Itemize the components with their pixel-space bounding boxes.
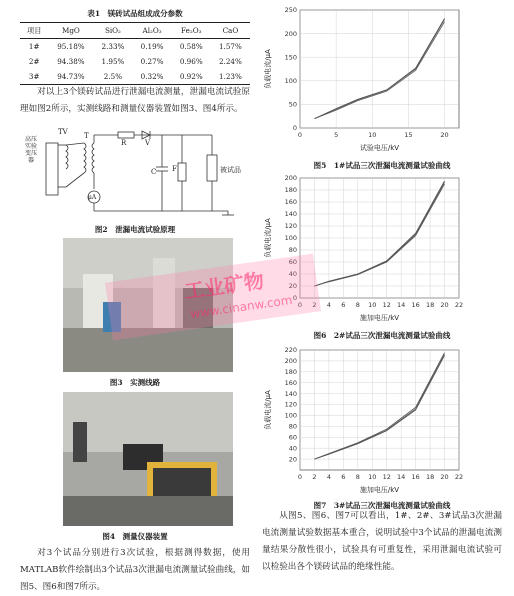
watermark-url: www.cinanw.com [189,292,294,322]
paragraph-1: 对以上3个镁砖试品进行泄漏电流测量，泄漏电流试验原理如图2所示，实测线路和测量仪器装置如图3、图4所示。 [20,87,250,114]
y-tick-label: 80 [288,422,297,431]
y-tick-label: 140 [284,389,297,398]
y-tick-label: 100 [284,411,297,420]
v-label: V [145,139,151,147]
x-tick-label: 4 [326,301,331,309]
x-tick-label: 0 [297,301,303,309]
fig6-caption: 图6 2#试品三次泄漏电流测量试验曲线 [313,331,451,340]
y-tick-label: 140 [284,210,297,219]
table-cell: 0.19% [140,42,164,51]
table-cell: 0.92% [179,72,203,81]
x-axis-label: 施加电压/kV [359,486,400,494]
y-tick-label: 20 [288,282,297,291]
y-tick-label: 250 [284,6,297,15]
table-row [20,54,250,69]
table-header-cell: 项目 [27,25,42,35]
x-tick-label: 14 [397,473,406,481]
x-axis-label: 试验电压/kV [359,144,400,152]
table-cell: 94.73% [57,72,85,81]
y-tick-label: 200 [284,29,297,38]
filter-f [178,163,186,181]
table-cell: 1# [28,42,40,51]
x-tick-label: 10 [368,301,377,309]
x-tick-label: 0 [297,131,303,139]
r-label: R [121,139,127,147]
test-sample [207,155,217,181]
table-cell: 0.58% [179,42,203,51]
sample-label: 被试品 [220,166,241,174]
y-tick-label: 180 [284,186,297,195]
y-axis-label: 负载电流/μA [264,390,272,430]
table-cell: 2.33% [101,42,125,51]
x-tick-label: 16 [411,473,420,481]
table-cell: 2.24% [218,57,242,66]
x-tick-label: 18 [425,301,435,309]
x-tick-label: 22 [454,301,464,309]
y-tick-label: 220 [284,346,297,355]
fig5-caption: 图5 1#试品三次泄漏电流测量试验曲线 [313,161,451,170]
table-cell: 0.96% [179,57,203,66]
fig5-svg [260,4,465,154]
x-tick-label: 0 [297,473,303,481]
fig7-caption: 图7 3#试品三次泄漏电流测量试验曲线 [313,501,451,510]
instrument-photo [63,392,233,526]
x-tick-label: 6 [341,473,346,481]
y-tick-label: 160 [284,198,297,207]
plot-area [300,10,459,128]
table-cell: 1.23% [218,72,242,81]
transformer-primary [84,143,86,173]
y-tick-label: 150 [284,53,297,62]
fig3-caption: 图3 实测线路 [109,378,161,387]
table-header-cell: Fe₂O₃ [180,26,202,35]
y-tick-label: 60 [288,258,297,267]
x-tick-label: 15 [404,131,413,139]
x-tick-label: 2 [312,473,317,481]
table-cell: 94.38% [57,57,85,66]
x-tick-label: 10 [368,131,377,139]
transformer-secondary [92,143,94,173]
x-tick-label: 14 [397,301,406,309]
table-cell: 1.95% [101,57,125,66]
c-label: C [151,168,157,176]
x-tick-label: 20 [440,301,449,309]
y-tick-label: 160 [284,378,297,387]
source-label: 高压实验变压器 [25,136,38,164]
x-tick-label: 5 [334,131,339,139]
y-tick-label: 180 [284,368,297,377]
x-tick-label: 18 [425,473,435,481]
table-cell: 95.18% [57,42,85,51]
y-axis-label: 负载电流/μA [264,218,272,258]
ua-label: μA [88,194,97,201]
table-row [20,39,250,55]
fig7-chart [260,344,465,500]
y-tick-label: 100 [284,234,297,243]
x-tick-label: 16 [411,301,420,309]
table-header-cell: CaO [222,26,239,35]
f-label: F [172,165,177,173]
x-tick-label: 4 [326,473,331,481]
x-tick-label: 10 [368,473,377,481]
y-tick-label: 60 [288,433,297,442]
x-tick-label: 6 [341,301,346,309]
fig4-caption: 图4 测量仪器装置 [102,532,168,541]
x-tick-label: 8 [355,473,360,481]
table-header-cell: Al₂O₃ [142,26,162,35]
table-header-cell: MgO [61,26,80,35]
y-tick-label: 40 [288,444,297,453]
table-cell: 0.32% [140,72,164,81]
y-tick-label: 80 [288,246,297,255]
tv-coil [66,145,68,169]
t-label: T [84,132,89,140]
table-cell: 2# [28,57,40,66]
fig5-chart [260,4,465,158]
table-cell: 3# [28,72,40,81]
table-header-cell: SiO₂ [104,26,121,35]
x-axis-label: 施加电压/kV [359,314,400,322]
leakage-circuit-diagram [22,127,247,219]
y-tick-label: 120 [284,400,297,409]
y-tick-label: 20 [288,455,297,464]
plot-area [300,350,459,470]
y-tick-label: 40 [288,270,297,279]
x-tick-label: 22 [454,473,464,481]
paragraph-2: 对3个试品分别进行3次试验，根据测得数据，使用MATLAB软件绘制出3个试品3次泄漏电流测量试验曲线，如图5、图6和图7所示。 [20,548,250,592]
y-tick-label: 0 [292,294,297,303]
tv-label: TV [58,128,68,136]
table1-caption: 表1 镁砖试品组成成分参数 [87,9,183,18]
y-tick-label: 50 [288,100,297,109]
table-cell: 1.57% [218,42,242,51]
composition-table [20,22,250,85]
y-tick-label: 100 [284,77,297,85]
x-tick-label: 12 [382,473,391,481]
y-tick-label: 120 [284,222,297,231]
table-cell: 2.5% [103,72,123,81]
x-tick-label: 20 [440,131,449,139]
watermark-cn: 工业矿物 [182,268,266,304]
y-tick-label: 200 [284,357,297,366]
fig7-svg [260,344,465,496]
y-tick-label: 200 [284,174,297,183]
table-cell: 0.27% [140,57,164,66]
resistor-r [118,132,134,138]
table-header-row [20,23,250,39]
source-frame [46,143,58,195]
fig2-caption: 图2 泄漏电流试验原理 [94,225,176,234]
paragraph-3: 从图5、图6、图7可以看出，1#、2#、3#试品3次泄漏电流测量试验数据基本重合，说明试验中3个试品的泄漏电流测量结果分散性很小，试验具有可重复性，采用泄漏电流试验可以检验出各个镁砖试品的绝缘性能。 [262,511,502,572]
x-tick-label: 20 [440,473,449,481]
y-tick-label: 0 [292,124,297,133]
x-tick-label: 2 [312,301,317,309]
table-row [20,69,250,85]
y-axis-label: 负载电流/μA [264,49,272,89]
x-tick-label: 12 [382,301,391,309]
x-tick-label: 8 [355,301,360,309]
photo-placeholder [63,392,233,526]
